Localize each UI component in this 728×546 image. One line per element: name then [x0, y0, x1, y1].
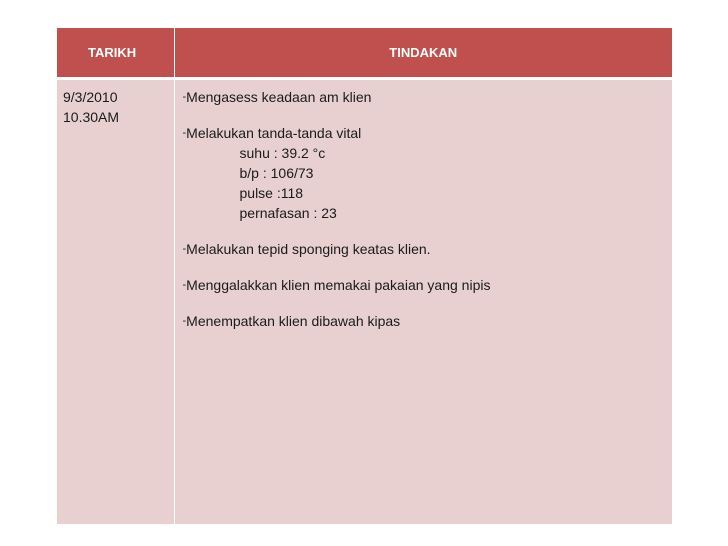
action-text: Menempatkan klien dibawah kipas [186, 313, 401, 329]
header-tarikh: TARIKH [57, 28, 174, 79]
bullet-dash: - [182, 91, 187, 103]
action-item [183, 311, 673, 331]
bullet-dash: - [182, 127, 187, 139]
header-tindakan: TINDAKAN [174, 28, 672, 79]
action-item [183, 275, 673, 295]
action-text: Mengasess keadaan am klien [186, 89, 372, 105]
action-cell [174, 79, 672, 525]
action-text: Melakukan tepid sponging keatas klien. [186, 241, 431, 257]
action-item [183, 87, 673, 107]
action-text: Menggalakkan klien memakai pakaian yang nipis [186, 277, 491, 293]
nursing-action-table [57, 28, 672, 524]
vital-sign-suhu: suhu : 39.2 °c [239, 145, 326, 161]
entry-time: 10.30AM [63, 109, 120, 125]
bullet-dash: - [182, 243, 187, 255]
vital-sign-pernafasan: pernafasan : 23 [239, 205, 337, 221]
action-text: Melakukan tanda-tanda vital [186, 125, 362, 141]
entry-date: 9/3/2010 [63, 89, 118, 105]
bullet-dash: - [182, 279, 187, 291]
table-row [57, 79, 672, 525]
table-header-row [57, 28, 672, 79]
vital-sign-pulse: pulse :118 [239, 185, 304, 201]
action-item [183, 123, 673, 143]
bullet-dash: - [182, 315, 187, 327]
action-item [183, 239, 673, 259]
date-cell [57, 79, 174, 525]
vital-sign-bp: b/p : 106/73 [239, 165, 314, 181]
